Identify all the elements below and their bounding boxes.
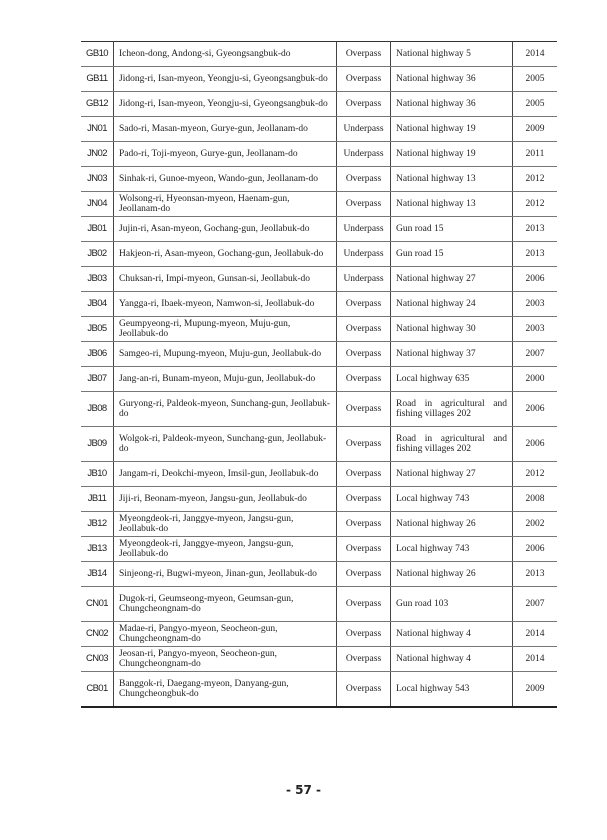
year-cell: 2008 xyxy=(513,487,558,512)
crossing-type-cell: Overpass xyxy=(337,392,391,427)
crossing-type-cell: Overpass xyxy=(337,622,391,647)
crossing-type-cell: Overpass xyxy=(337,292,391,317)
year-cell: 2006 xyxy=(513,427,558,462)
crossing-type-cell: Overpass xyxy=(337,342,391,367)
table-row xyxy=(81,242,557,267)
address-cell: Jidong-ri, Isan-myeon, Yeongju-si, Gyeongsangbuk-do xyxy=(114,67,337,92)
table-row xyxy=(81,217,557,242)
crossing-type-cell: Overpass xyxy=(337,672,391,707)
crossing-type-cell: Overpass xyxy=(337,42,391,67)
page-number: - 57 - xyxy=(285,783,321,797)
road-name-cell: Gun road 15 xyxy=(391,242,513,267)
road-name-cell: Local highway 743 xyxy=(391,487,513,512)
address-cell: Myeongdeok-ri, Janggye-myeon, Jangsu-gun, Jeollabuk-do xyxy=(114,537,337,562)
site-id-cell: GB11 xyxy=(81,67,114,92)
address-cell: Myeongdeok-ri, Janggye-myeon, Jangsu-gun, Jeollabuk-do xyxy=(114,512,337,537)
site-id-cell: JB02 xyxy=(81,242,114,267)
address-cell: Yangga-ri, Ibaek-myeon, Namwon-si, Jeollabuk-do xyxy=(114,292,337,317)
table-row xyxy=(81,117,557,142)
address-cell: Jujin-ri, Asan-myeon, Gochang-gun, Jeollabuk-do xyxy=(114,217,337,242)
road-name-cell: National highway 27 xyxy=(391,267,513,292)
address-cell: Sinhak-ri, Gunoe-myeon, Wando-gun, Jeollanam-do xyxy=(114,167,337,192)
site-id-cell: JN02 xyxy=(81,142,114,167)
site-id-cell: JB10 xyxy=(81,462,114,487)
site-id-cell: CN03 xyxy=(81,647,114,672)
site-id-cell: JB11 xyxy=(81,487,114,512)
year-cell: 2005 xyxy=(513,92,558,117)
road-name-cell: Local highway 543 xyxy=(391,672,513,707)
address-cell: Jangam-ri, Deokchi-myeon, Imsil-gun, Jeollabuk-do xyxy=(114,462,337,487)
road-name-cell: Local highway 743 xyxy=(391,537,513,562)
address-cell: Guryong-ri, Paldeok-myeon, Sunchang-gun, Jeollabuk-do xyxy=(114,392,337,427)
site-id-cell: CN01 xyxy=(81,587,114,622)
address-cell: Jang-an-ri, Bunam-myeon, Muju-gun, Jeollabuk-do xyxy=(114,367,337,392)
table-row xyxy=(81,167,557,192)
crossing-type-cell: Overpass xyxy=(337,167,391,192)
crossing-type-cell: Overpass xyxy=(337,647,391,672)
table-row xyxy=(81,427,557,462)
table-row xyxy=(81,487,557,512)
table-row xyxy=(81,672,557,707)
site-id-cell: CB01 xyxy=(81,672,114,707)
table-row xyxy=(81,317,557,342)
year-cell: 2014 xyxy=(513,42,558,67)
crossing-type-cell: Overpass xyxy=(337,537,391,562)
crossing-type-cell: Overpass xyxy=(337,512,391,537)
table-row xyxy=(81,142,557,167)
year-cell: 2006 xyxy=(513,392,558,427)
site-id-cell: GB10 xyxy=(81,42,114,67)
year-cell: 2009 xyxy=(513,117,558,142)
road-name-cell: National highway 37 xyxy=(391,342,513,367)
year-cell: 2000 xyxy=(513,367,558,392)
address-cell: Sado-ri, Masan-myeon, Gurye-gun, Jeollanam-do xyxy=(114,117,337,142)
road-name-cell: Gun road 103 xyxy=(391,587,513,622)
crossing-type-cell: Underpass xyxy=(337,267,391,292)
road-name-cell: Gun road 15 xyxy=(391,217,513,242)
address-cell: Wolgok-ri, Paldeok-myeon, Sunchang-gun, Jeollabuk-do xyxy=(114,427,337,462)
address-cell: Chuksan-ri, Impi-myeon, Gunsan-si, Jeollabuk-do xyxy=(114,267,337,292)
road-name-cell: Local highway 635 xyxy=(391,367,513,392)
site-id-cell: JN01 xyxy=(81,117,114,142)
address-cell: Jidong-ri, Isan-myeon, Yeongju-si, Gyeongsangbuk-do xyxy=(114,92,337,117)
crossing-type-cell: Underpass xyxy=(337,242,391,267)
road-name-cell: National highway 30 xyxy=(391,317,513,342)
site-id-cell: JB13 xyxy=(81,537,114,562)
address-cell: Icheon-dong, Andong-si, Gyeongsangbuk-do xyxy=(114,42,337,67)
table-row xyxy=(81,512,557,537)
table-row xyxy=(81,647,557,672)
year-cell: 2013 xyxy=(513,242,558,267)
address-cell: Wolsong-ri, Hyeonsan-myeon, Haenam-gun, Jeollanam-do xyxy=(114,192,337,217)
table-row xyxy=(81,462,557,487)
road-name-cell: National highway 26 xyxy=(391,562,513,587)
site-id-cell: JN03 xyxy=(81,167,114,192)
site-id-cell: JB07 xyxy=(81,367,114,392)
table-row xyxy=(81,292,557,317)
road-name-cell: National highway 19 xyxy=(391,142,513,167)
crossing-type-cell: Overpass xyxy=(337,92,391,117)
table-row xyxy=(81,392,557,427)
crossing-type-cell: Underpass xyxy=(337,217,391,242)
crossing-type-cell: Overpass xyxy=(337,192,391,217)
crossing-table xyxy=(81,41,557,708)
crossing-type-cell: Underpass xyxy=(337,117,391,142)
crossing-type-cell: Overpass xyxy=(337,427,391,462)
year-cell: 2005 xyxy=(513,67,558,92)
crossing-type-cell: Overpass xyxy=(337,367,391,392)
table-row xyxy=(81,562,557,587)
site-id-cell: JB03 xyxy=(81,267,114,292)
road-name-cell: National highway 13 xyxy=(391,167,513,192)
road-name-cell: National highway 36 xyxy=(391,92,513,117)
year-cell: 2012 xyxy=(513,192,558,217)
road-name-cell: National highway 26 xyxy=(391,512,513,537)
site-id-cell: JB04 xyxy=(81,292,114,317)
site-id-cell: JB05 xyxy=(81,317,114,342)
road-name-cell: National highway 24 xyxy=(391,292,513,317)
year-cell: 2002 xyxy=(513,512,558,537)
crossing-type-cell: Overpass xyxy=(337,317,391,342)
site-id-cell: JB14 xyxy=(81,562,114,587)
site-id-cell: GB12 xyxy=(81,92,114,117)
site-id-cell: JB06 xyxy=(81,342,114,367)
address-cell: Pado-ri, Toji-myeon, Gurye-gun, Jeollanam-do xyxy=(114,142,337,167)
table-row xyxy=(81,537,557,562)
site-id-cell: JN04 xyxy=(81,192,114,217)
table-row xyxy=(81,42,557,67)
road-name-cell: National highway 5 xyxy=(391,42,513,67)
year-cell: 2011 xyxy=(513,142,558,167)
site-id-cell: JB01 xyxy=(81,217,114,242)
site-id-cell: JB12 xyxy=(81,512,114,537)
address-cell: Hakjeon-ri, Asan-myeon, Gochang-gun, Jeollabuk-do xyxy=(114,242,337,267)
table-row xyxy=(81,622,557,647)
road-name-cell: National highway 4 xyxy=(391,622,513,647)
crossing-type-cell: Underpass xyxy=(337,142,391,167)
table-body xyxy=(81,42,557,707)
site-id-cell: JB09 xyxy=(81,427,114,462)
address-cell: Samgeo-ri, Mupung-myeon, Muju-gun, Jeollabuk-do xyxy=(114,342,337,367)
road-name-cell: National highway 36 xyxy=(391,67,513,92)
year-cell: 2006 xyxy=(513,267,558,292)
road-name-cell: Road in agricultural and fishing villages 202 xyxy=(391,392,513,427)
table-row xyxy=(81,267,557,292)
year-cell: 2012 xyxy=(513,462,558,487)
crossing-type-cell: Overpass xyxy=(337,67,391,92)
year-cell: 2003 xyxy=(513,292,558,317)
table-row xyxy=(81,92,557,117)
address-cell: Banggok-ri, Daegang-myeon, Danyang-gun, Chungcheongbuk-do xyxy=(114,672,337,707)
table-row xyxy=(81,67,557,92)
address-cell: Madae-ri, Pangyo-myeon, Seocheon-gun, Chungcheongnam-do xyxy=(114,622,337,647)
year-cell: 2013 xyxy=(513,217,558,242)
table-row xyxy=(81,367,557,392)
address-cell: Jeosan-ri, Pangyo-myeon, Seocheon-gun, Chungcheongnam-do xyxy=(114,647,337,672)
road-name-cell: Road in agricultural and fishing villages 202 xyxy=(391,427,513,462)
address-cell: Dugok-ri, Geumseong-myeon, Geumsan-gun, Chungcheongnam-do xyxy=(114,587,337,622)
year-cell: 2009 xyxy=(513,672,558,707)
year-cell: 2014 xyxy=(513,647,558,672)
road-name-cell: National highway 13 xyxy=(391,192,513,217)
crossing-type-cell: Overpass xyxy=(337,562,391,587)
table-row xyxy=(81,192,557,217)
road-name-cell: National highway 4 xyxy=(391,647,513,672)
year-cell: 2012 xyxy=(513,167,558,192)
road-name-cell: National highway 19 xyxy=(391,117,513,142)
address-cell: Geumpyeong-ri, Mupung-myeon, Muju-gun, Jeollabuk-do xyxy=(114,317,337,342)
address-cell: Sinjeong-ri, Bugwi-myeon, Jinan-gun, Jeollabuk-do xyxy=(114,562,337,587)
crossing-type-cell: Overpass xyxy=(337,487,391,512)
year-cell: 2007 xyxy=(513,587,558,622)
year-cell: 2014 xyxy=(513,622,558,647)
year-cell: 2003 xyxy=(513,317,558,342)
address-cell: Jiji-ri, Beonam-myeon, Jangsu-gun, Jeollabuk-do xyxy=(114,487,337,512)
year-cell: 2013 xyxy=(513,562,558,587)
table-row xyxy=(81,342,557,367)
crossing-type-cell: Overpass xyxy=(337,587,391,622)
year-cell: 2007 xyxy=(513,342,558,367)
crossing-type-cell: Overpass xyxy=(337,462,391,487)
year-cell: 2006 xyxy=(513,537,558,562)
road-name-cell: National highway 27 xyxy=(391,462,513,487)
table-row xyxy=(81,587,557,622)
site-id-cell: JB08 xyxy=(81,392,114,427)
site-id-cell: CN02 xyxy=(81,622,114,647)
